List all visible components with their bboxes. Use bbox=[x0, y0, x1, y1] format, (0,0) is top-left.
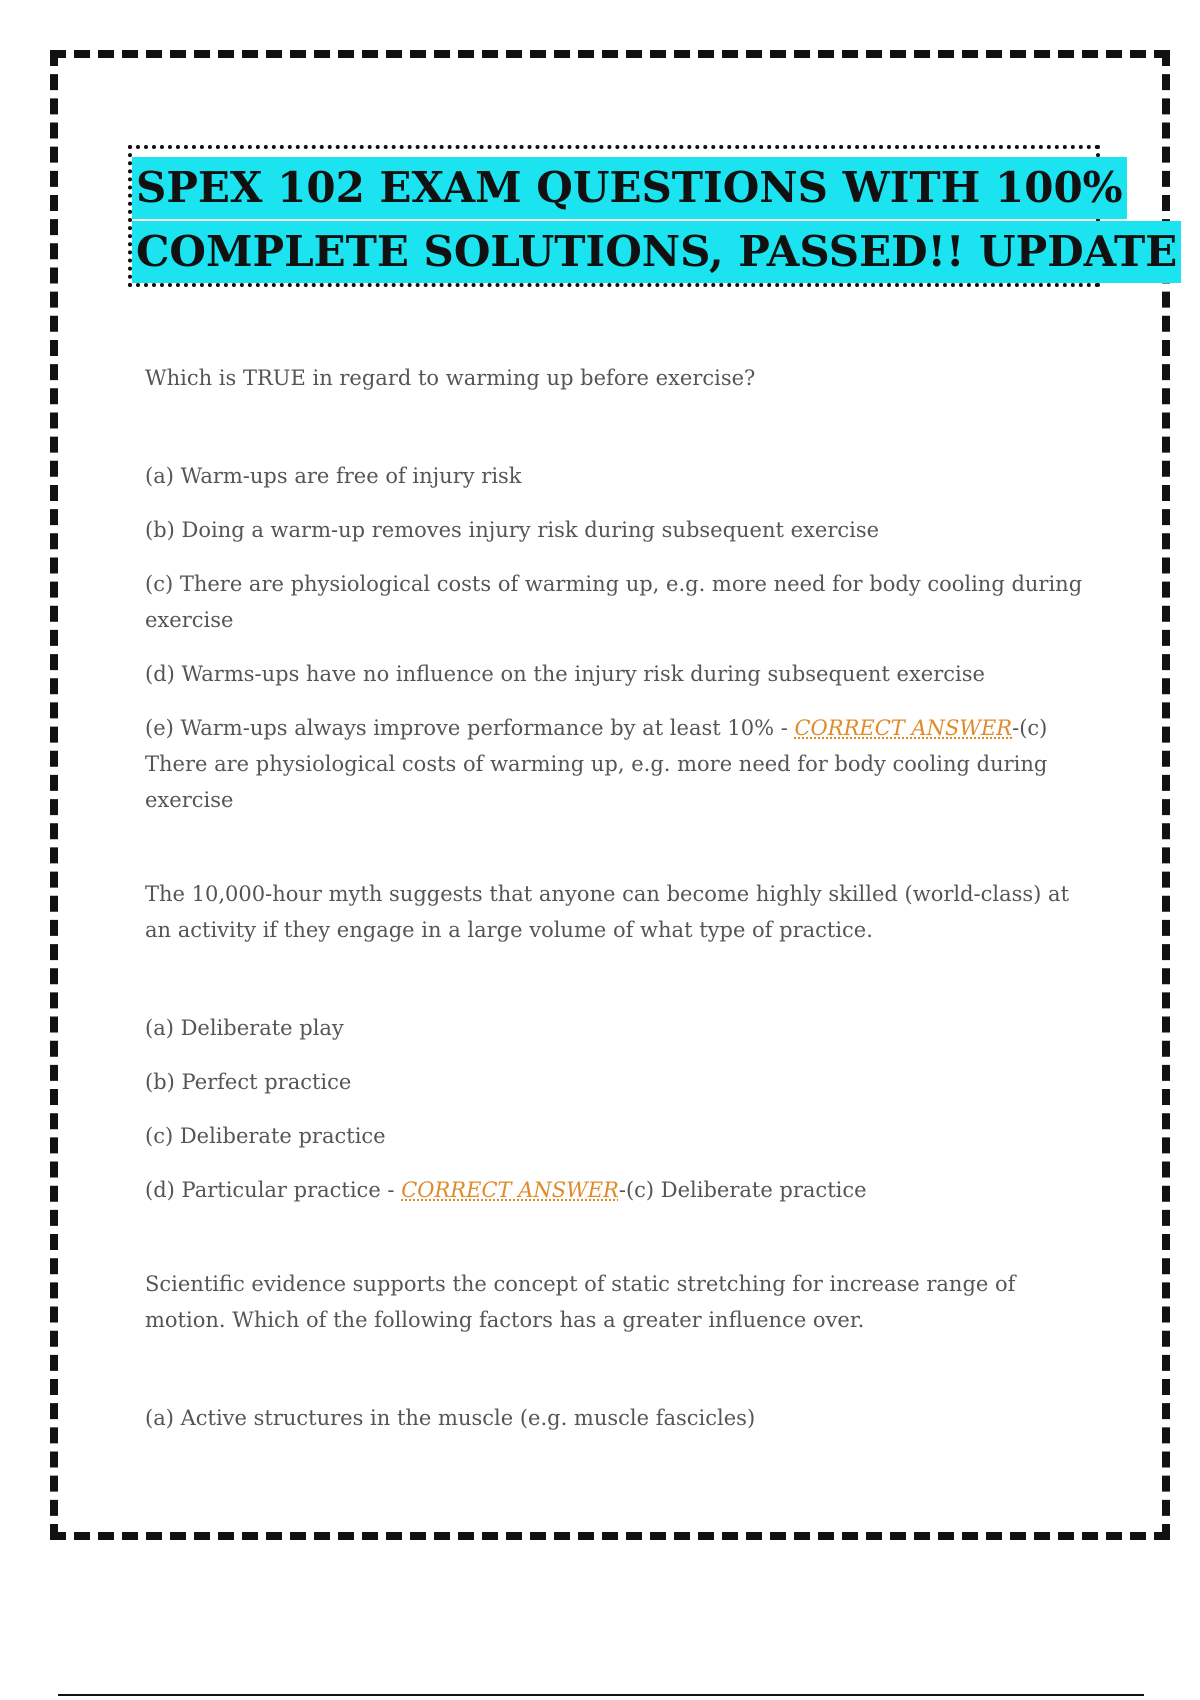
option-a: (a) Active structures in the muscle (e.g. muscle fascicles) bbox=[145, 1406, 756, 1430]
document-title-line-2: COMPLETE SOLUTIONS, PASSED!! UPDATE bbox=[132, 221, 1181, 283]
option-a: (a) Deliberate play bbox=[145, 1016, 344, 1040]
question-text: Which is TRUE in regard to warming up before exercise? bbox=[145, 366, 756, 390]
option-e-with-answer bbox=[145, 710, 1085, 818]
option-d-with-answer bbox=[145, 1172, 1085, 1208]
question-block-2 bbox=[145, 876, 1085, 1208]
correct-answer-tag: CORRECT ANSWER bbox=[794, 716, 1013, 740]
option-b: (b) Perfect practice bbox=[145, 1070, 352, 1094]
document-title-line-1: SPEX 102 EXAM QUESTIONS WITH 100% bbox=[132, 157, 1127, 219]
option-a: (a) Warm-ups are free of injury risk bbox=[145, 464, 522, 488]
option-b: (b) Doing a warm-up removes injury risk during subsequent exercise bbox=[145, 518, 880, 542]
questions-section bbox=[145, 360, 1085, 1494]
question-block-3 bbox=[145, 1266, 1085, 1436]
page-bottom-rule bbox=[58, 1694, 1144, 1696]
correct-answer-text: -(c) Deliberate practice bbox=[618, 1178, 867, 1202]
title-box bbox=[128, 145, 1178, 287]
option-c: (c) Deliberate practice bbox=[145, 1124, 386, 1148]
correct-answer-tag: CORRECT ANSWER bbox=[401, 1178, 619, 1202]
question-text: Scientific evidence supports the concept of static stretching for increase range of motion. Which of the following factors has a greater influence over. bbox=[145, 1272, 1016, 1332]
question-block-1 bbox=[145, 360, 1085, 818]
option-e: (e) Warm-ups always improve performance by at least 10% - bbox=[145, 716, 795, 740]
option-c: (c) There are physiological costs of warming up, e.g. more need for body cooling during exercise bbox=[145, 572, 1083, 632]
correct-answer-text: -(c) There are physiological costs of warming up, e.g. more need for body cooling during exercise bbox=[145, 716, 1048, 812]
option-d: (d) Warms-ups have no influence on the injury risk during subsequent exercise bbox=[145, 662, 985, 686]
question-text: The 10,000-hour myth suggests that anyone can become highly skilled (world-class) at an activity if they engage in a large volume of what type of practice. bbox=[145, 882, 1070, 942]
option-d: (d) Particular practice - bbox=[145, 1178, 402, 1202]
